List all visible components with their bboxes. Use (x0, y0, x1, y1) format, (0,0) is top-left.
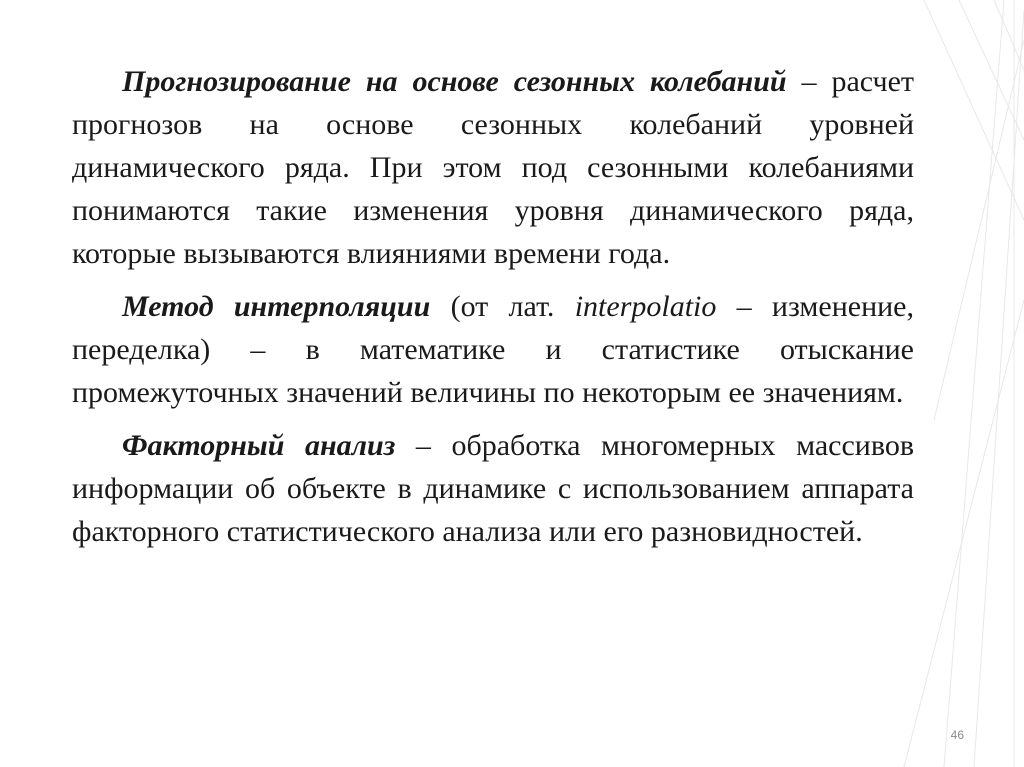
term-seasonal-forecasting: Прогнозирование на основе сезонных колебаний (122, 65, 787, 98)
decor-line (944, 0, 1004, 767)
paragraph-seasonal-forecasting (72, 60, 914, 275)
decor-line (934, 40, 1024, 420)
definition-seasonal-forecasting: – расчет прогнозов на основе сезонных колебаний уровней динамического ряда. При этом под сезонными колебаниями понимаются такие изменения уровня динамического ряда, которые вызываются влияниями времени года. (72, 65, 914, 270)
latin-word: interpolatio (574, 290, 717, 323)
term-interpolation: Метод интерполяции (122, 290, 431, 323)
paragraph-factor-analysis (72, 424, 914, 553)
term-factor-analysis: Факторный анализ (122, 429, 396, 462)
page-number: 46 (950, 728, 964, 742)
decor-line (904, 300, 1024, 767)
definition-factor-analysis: – обработка многомерных массивов информации об объекте в динамике с использованием аппарата факторного статистического анализа или его разновидностей. (72, 429, 914, 548)
definition-interpolation: – изменение, переделка) – в математике и статистике отыскание промежуточных значений величины по некоторым ее значениям. (72, 290, 914, 409)
paragraph-interpolation (72, 285, 914, 414)
interpolation-prefix: (от лат. (430, 290, 575, 323)
decor-line (974, 10, 1024, 767)
slide-content (72, 60, 914, 563)
